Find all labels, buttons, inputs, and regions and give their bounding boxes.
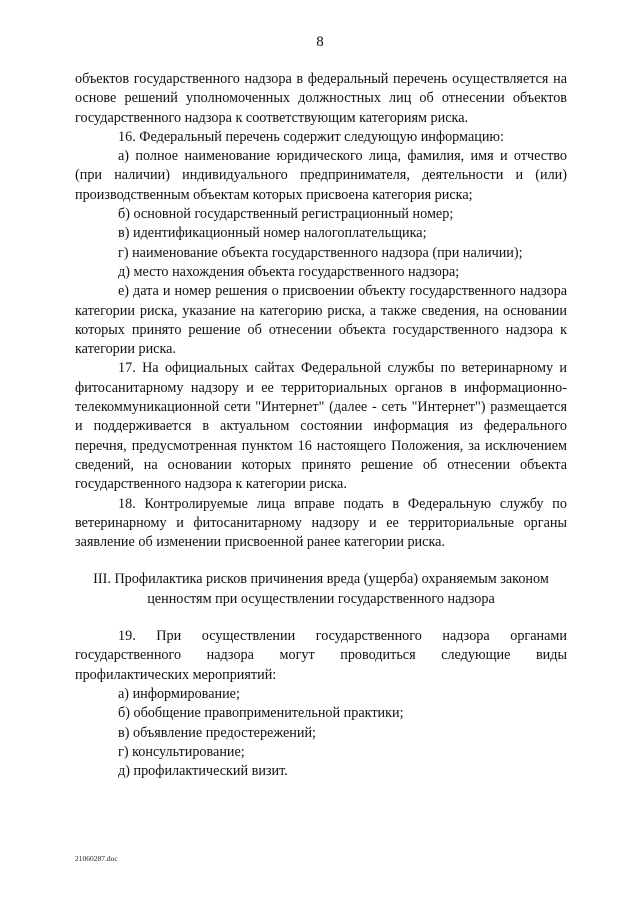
- paragraph-18: 18. Контролируемые лица вправе подать в Федеральную службу по ветеринарному и фитосанитарному надзору и ее территориальные органы заявление об изменении присвоенной ранее категории риска.: [75, 495, 567, 551]
- paragraph-16-a: а) полное наименование юридического лица, фамилия, имя и отчество (при наличии) индивидуального предпринимателя, деятельности и (или) производственным объектам которых присвоена категория риска;: [75, 148, 567, 203]
- section-heading: [75, 570, 567, 609]
- paragraph-16-v: в) идентификационный номер налогоплательщика;: [118, 225, 427, 242]
- list-item: д) профилактический визит.: [118, 763, 288, 780]
- paragraph-17: 17. На официальных сайтах Федеральной службы по ветеринарному и фитосанитарному надзору и ее территориальных органов в информационно-телекоммуникационной сети "Интернет" (далее - сеть "Интернет") размещается и поддерживается в актуальном состоянии информация из федерального перечня, предусмотренная пунктом 16 настоящего Положения, за исключением сведений, на основании которых принято решение об отнесении объекта государственного надзора к категории риска.: [75, 360, 567, 493]
- file-name-footer: 21060287.doc: [75, 854, 118, 863]
- paragraph-16: 16. Федеральный перечень содержит следующую информацию:: [118, 128, 504, 145]
- paragraph-16-e: е) дата и номер решения о присвоении объекту государственного надзора категории риска, указание на категорию риска, а также сведения, на основании которых принято решение об отнесении объекта государственного надзора к категории риска.: [75, 283, 567, 358]
- paragraph-16-d: д) место нахождения объекта государственного надзора;: [118, 263, 460, 280]
- list-item: а) информирование;: [118, 685, 240, 702]
- list-item: г) консультирование;: [118, 743, 245, 760]
- paragraph-19: 19. При осуществлении государственного надзора органами государственного надзора могут проводиться следующие виды профилактических мероприятий:: [75, 628, 567, 683]
- paragraph-continuation: объектов государственного надзора в федеральный перечень осуществляется на основе решений уполномоченных должностных лиц об отнесении объектов государственного надзора к соответствующим категориям риска.: [75, 71, 567, 126]
- list-item: б) обобщение правоприменительной практики;: [118, 705, 404, 722]
- section-heading-line-1: III. Профилактика рисков причинения вреда (ущерба) охраняемым законом: [93, 571, 549, 588]
- section-heading-line-2: ценностям при осуществлении государственного надзора: [147, 590, 495, 607]
- list-item: в) объявление предостережений;: [118, 724, 316, 741]
- paragraph-16-g: г) наименование объекта государственного надзора (при наличии);: [118, 244, 523, 261]
- page-number: 8: [316, 34, 324, 50]
- document-body: [75, 70, 567, 781]
- paragraph-16-b: б) основной государственный регистрационный номер;: [118, 206, 454, 223]
